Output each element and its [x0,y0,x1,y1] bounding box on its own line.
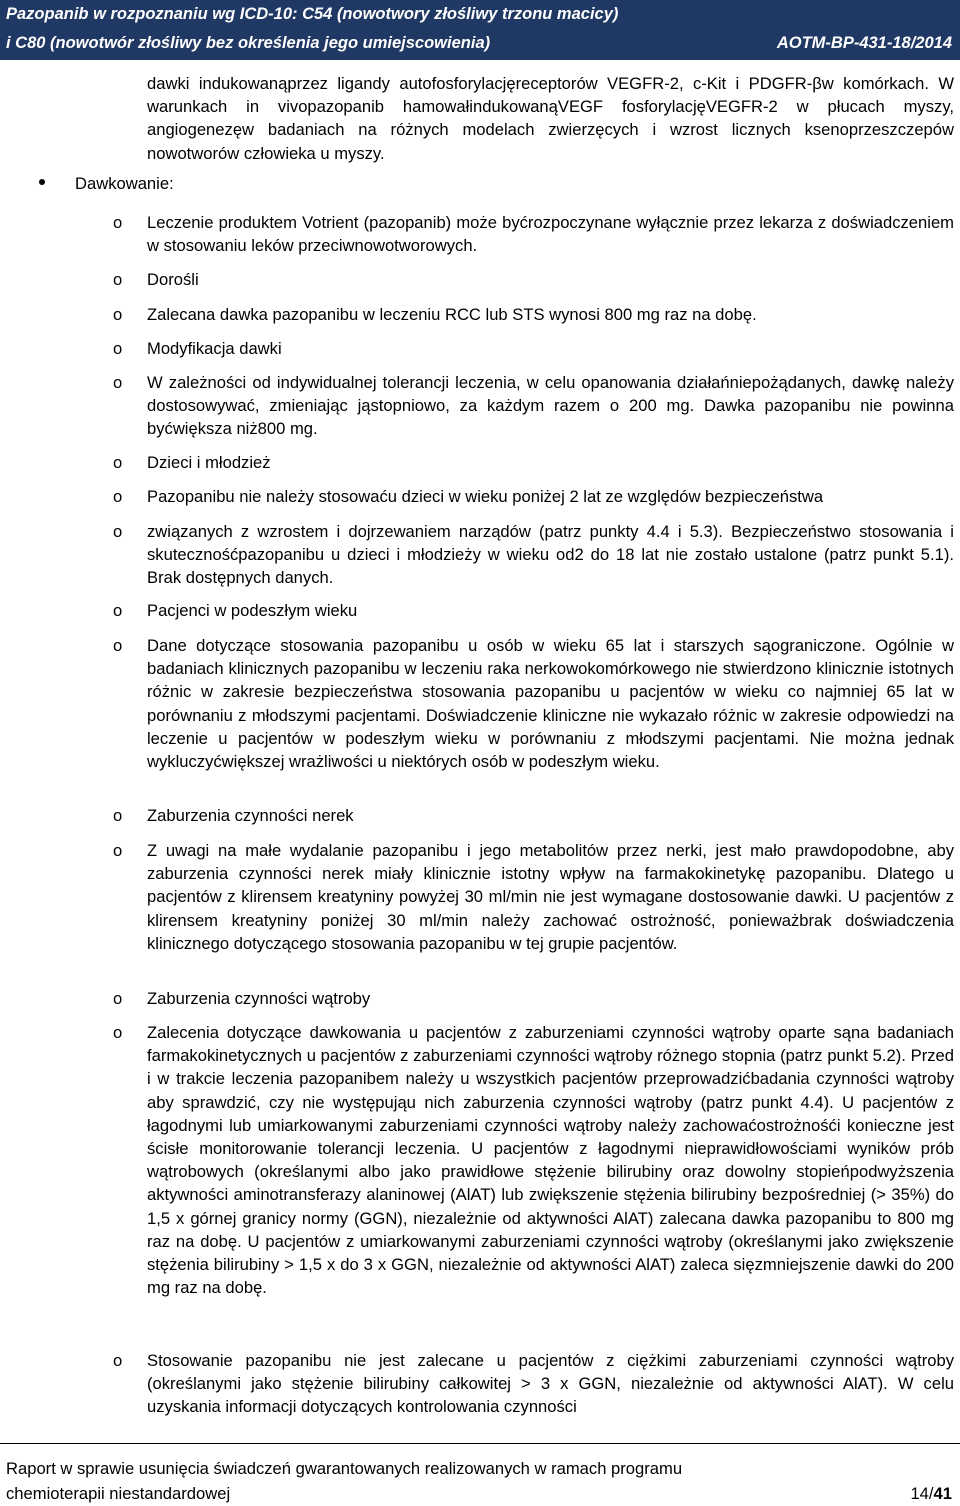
footer-line1: Raport w sprawie usunięcia świadczeń gwarantowanych realizowanych w ramach programu [6,1459,683,1478]
list-marker: o [113,522,123,541]
subheading-dzieci: Dzieci i młodzież [147,453,271,472]
header-title-line1: Pazopanib w rozpoznaniu wg ICD-10: C54 (nowotwory złośliwy trzonu macicy) [6,5,619,23]
list-item: związanych z wzrostem i dojrzewaniem narządów (patrz punkty 4.4 i 5.3). Bezpieczeństwo stosowania i skutecznośćpazopanibu u dzieci i młodzieży w wieku od2 do 18 lat nie zostało ustalone (patrz punkt 5.1). Brak dostępnych danych. [147,522,954,588]
list-item: Leczenie produktem Votrient (pazopanib) może byćrozpoczynane wyłącznie przez lekarza z doświadczeniem w stosowaniu leków przeciwnowotworowych. [147,213,954,256]
list-marker: o [113,1351,123,1370]
page-footer [0,1443,960,1506]
list-marker: o [113,806,123,825]
list-item: Dane dotyczące stosowania pazopanibu u osób w wieku 65 lat i starszych sąograniczone. Ogólnie w badaniach klinicznych pazopanibu w leczeniu raka nerkowokomórkowego nie stwierdzono klinicznie istotnych różnic w zakresie bezpieczeństwa stosowania pazopanibu u pacjentów w wieku co najmniej 65 lat w porównaniu z młodszymi pacjentami. Doświadczenie kliniczne nie wykazało różnic w zakresie odpowiedzi na leczenie u pacjentów w podeszłym wieku w porównaniu z młodszymi pacjentami. Nie można jednak wykluczyćwiększej wrażliwości u niektórych osób w podeszłym wieku. [147,636,954,772]
subheading-watroba: Zaburzenia czynności wątroby [147,989,371,1008]
list-item: Pazopanibu nie należy stosowaću dzieci w wieku poniżej 2 lat ze względów bezpieczeństwa [147,487,824,506]
list-marker: o [113,487,123,506]
list-marker: o [113,636,123,655]
list-marker: o [113,841,123,860]
list-item: Stosowanie pazopanibu nie jest zalecane u pacjentów z ciężkimi zaburzeniami czynności wątroby (określanymi jako stężenie bilirubiny całkowitej > 3 x GGN, niezależnie od aktywności AlAT). W celu uzyskania informacji dotyczących kontrolowania czynności [147,1351,954,1417]
page-header [0,0,960,60]
list-marker: o [113,1023,123,1042]
list-marker: o [113,339,123,358]
subheading-nerki: Zaburzenia czynności nerek [147,806,354,825]
bullet-icon [39,179,45,185]
list-marker: o [113,453,123,472]
list-item: Zalecenia dotyczące dawkowania u pacjentów z zaburzeniami czynności wątroby oparte sąna badaniach farmakokinetycznych u pacjentów z zaburzeniami czynności wątroby różnego stopnia (patrz punkt 5.2). Przed i w trakcie leczenia pazopanibem należy u wszystkich pacjentów przeprowadzićbadania czynności wątroby aby sprawdzić, czy nie występująu nich zaburzenia czynności wątroby (patrz punkt 4.4). U pacjentów z łagodnymi lub umiarkowanymi zaburzeniami czynności wątroby należy zachowaćostrożnośći konieczne jest ścisłe monitorowanie tolerancji leczenia. U pacjentów z łagodnymi nieprawidłowościami wyników prób wątrobowych (określanymi albo jako prawidłowe stężenie bilirubiny oraz dowolny stopieńpodwyższenia aktywności aminotransferazy alaninowej (AlAT) lub zwiększenie stężenia bilirubiny bezpośredniej (> 35%) do 1,5 x górnej granicy normy (GGN), niezależnie od aktywności AlAT) zalecana dawka pazopanibu to 800 mg raz na dobę. U pacjentów z umiarkowanymi zaburzeniami czynności wątroby (określanymi jako zwiększenie stężenia bilirubiny > 1,5 x do 3 x GGN, niezależnie od aktywności AlAT) zaleca sięzmniejszenie dawki do 200 mg raz na dobę. [147,1023,954,1298]
subheading-dorosli: Dorośli [147,270,199,289]
subheading-pacjenci-starsi: Pacjenci w podeszłym wieku [147,601,358,620]
footer-line2: chemioterapii niestandardowej [6,1484,231,1503]
list-item: W zależności od indywidualnej tolerancji leczenia, w celu opanowania działańniepożądanych, dawkę należy dostosowywać, zmieniając jąstopniowo, za każdym razem o 200 mg. Dawka pazopanibu nie powinna byćwiększa niż800 mg. [147,373,954,439]
page-total: 41 [933,1484,952,1503]
list-marker: o [113,989,123,1008]
header-title-line2: i C80 (nowotwór złośliwy bez określenia jego umiejscowienia) [6,34,491,52]
intro-paragraph: dawki indukowanąprzez ligandy autofosforylacjęreceptorów VEGFR-2, c-Kit i PDGFR-βw komórkach. W warunkach in vivopazopanib hamowałindukowanąVEGF fosforylacjęVEGFR-2 w płucach myszy, angiogenezęw badaniach na różnych modelach zwierzęcych i wzrost licznych ksenoprzeszczepów nowotworów człowieka u myszy. [147,74,954,163]
page-current: 14 [910,1484,929,1503]
list-marker: o [113,270,123,289]
list-item: Z uwagi na małe wydalanie pazopanibu i jego metabolitów przez nerki, jest mało prawdopodobne, aby zaburzenia czynności nerek miały klinicznie istotny wpływ na farmakokinetykę pazopanibu. Dlatego u pacjentów z klirensem kreatyniny powyżej 30 ml/min nie jest wymagane dostosowanie dawki. U pacjentów z klirensem kreatyniny poniżej 30 ml/min należy zachować ostrożność, ponieważbrak doświadczenia klinicznego dotyczącego stosowania pazopanibu w tej grupie pacjentów. [147,841,954,953]
page-number [910,1484,952,1504]
list-marker: o [113,305,123,324]
header-report-code: AOTM-BP-431-18/2014 [776,34,952,52]
list-item: Zalecana dawka pazopanibu w leczeniu RCC lub STS wynosi 800 mg raz na dobę. [147,305,757,324]
list-marker: o [113,373,123,392]
list-marker: o [113,601,123,620]
page-separator: / [928,1484,934,1503]
subheading-modyfikacja: Modyfikacja dawki [147,339,282,358]
section-label-dawkowanie: Dawkowanie: [75,174,174,193]
list-marker: o [113,213,123,232]
